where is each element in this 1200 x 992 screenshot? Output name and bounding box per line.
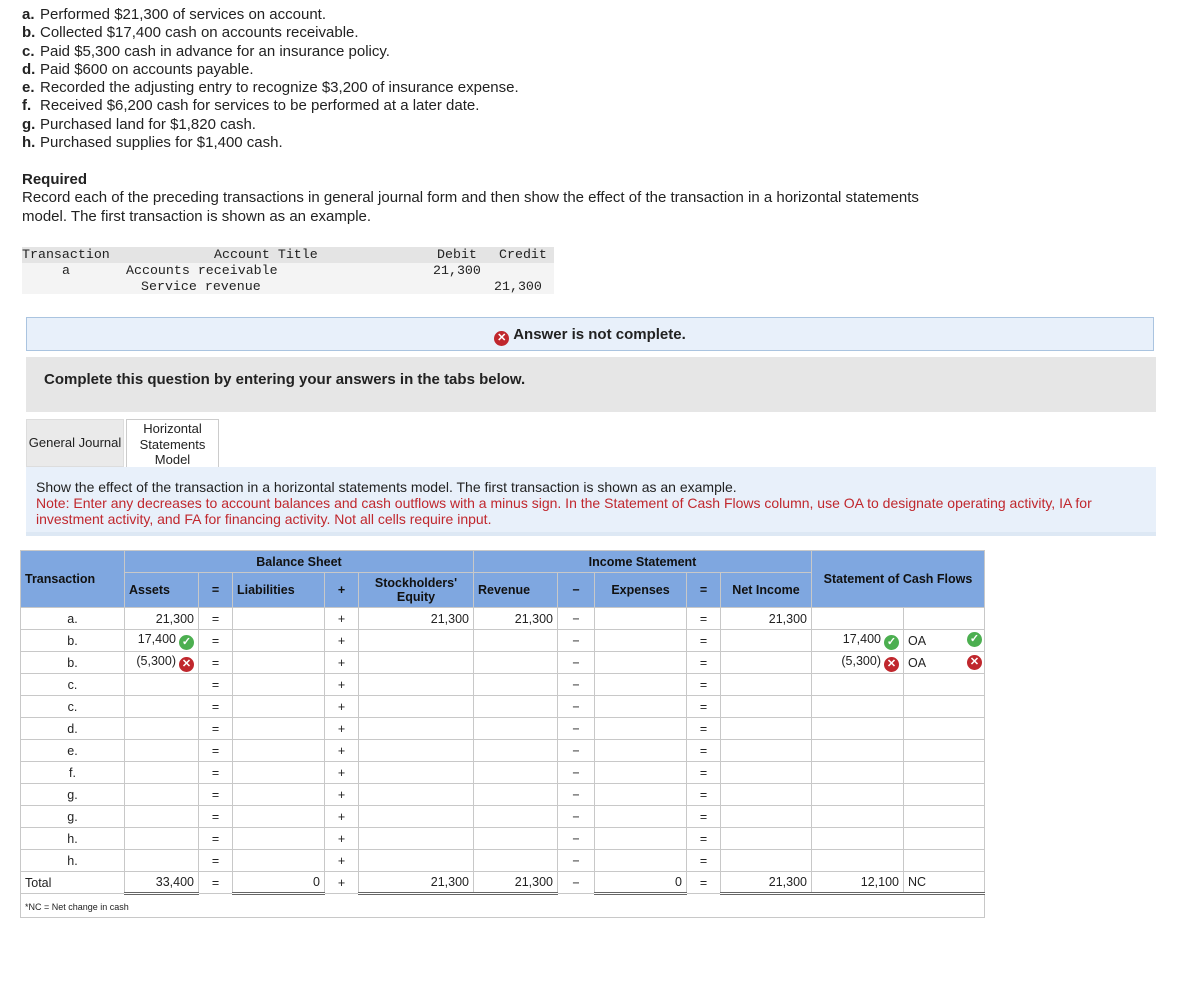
assets-input[interactable] [125,806,199,828]
cash-flow-type-input[interactable]: OA [904,652,985,674]
op-plus: + [325,608,359,630]
op-minus: − [558,652,595,674]
op-equals: = [687,573,721,608]
liabilities-input[interactable] [233,850,325,872]
table-row [21,806,985,828]
liabilities-input[interactable] [233,784,325,806]
op-equals: = [199,762,233,784]
cash-flow-input[interactable]: 17,400 ✓ [812,630,904,652]
example-journal [22,247,554,294]
assets-input[interactable]: (5,300) ✕ [125,652,199,674]
expenses-input[interactable] [595,630,687,652]
op-minus: − [558,630,595,652]
equity-input[interactable]: 21,300 [359,608,474,630]
row-label: a. [21,608,125,630]
cash-flow-type-input[interactable]: OA [904,630,985,652]
net-income-input[interactable] [721,762,812,784]
op-minus: − [558,806,595,828]
equity-input[interactable] [359,674,474,696]
table-row [21,696,985,718]
transaction-item: f. Received $6,200 cash for services to be performed at a later date. [22,97,480,115]
row-label: e. [21,740,125,762]
op-equals: = [687,850,721,872]
expenses-input[interactable] [595,608,687,630]
op-plus: + [325,762,359,784]
liabilities-input[interactable] [233,652,325,674]
transaction-item: c. Paid $5,300 cash in advance for an insurance policy. [22,42,390,60]
equity-input[interactable] [359,696,474,718]
total-net-income: 21,300 [721,872,812,894]
assets-input[interactable] [125,850,199,872]
op-equals: = [199,740,233,762]
net-income-input[interactable] [721,696,812,718]
expenses-input[interactable] [595,718,687,740]
table-row [21,740,985,762]
op-minus: − [558,872,595,894]
op-plus: + [325,630,359,652]
equity-input[interactable] [359,652,474,674]
assets-input[interactable] [125,828,199,850]
total-cash-flow-type: NC [904,872,985,894]
op-plus: + [325,740,359,762]
table-row [21,828,985,850]
equity-input[interactable] [359,718,474,740]
group-balance-sheet: Balance Sheet [125,551,474,573]
instruction-box: Complete this question by entering your answers in the tabs below. [26,357,1156,412]
cash-flow-input[interactable] [812,762,904,784]
cash-flow-input[interactable] [812,696,904,718]
error-icon: ✕ [884,657,899,672]
total-liabilities: 0 [233,872,325,894]
expenses-input[interactable] [595,828,687,850]
net-income-input[interactable] [721,652,812,674]
cash-flow-type-input[interactable] [904,674,985,696]
op-equals: = [687,630,721,652]
transaction-item: h. Purchased supplies for $1,400 cash. [22,134,283,152]
op-plus: + [325,828,359,850]
liabilities-input[interactable] [233,762,325,784]
expenses-input[interactable] [595,806,687,828]
revenue-input[interactable] [474,652,558,674]
total-label: Total [21,872,125,894]
expenses-input[interactable] [595,784,687,806]
liabilities-input[interactable] [233,608,325,630]
cash-flow-type-input[interactable] [904,696,985,718]
op-equals: = [199,806,233,828]
transaction-list [22,6,519,152]
cash-flow-input[interactable] [812,740,904,762]
transaction-item: g. Purchased land for $1,820 cash. [22,115,256,133]
example-credit-account: Service revenue [141,278,261,294]
cash-flow-type-input[interactable] [904,784,985,806]
revenue-input[interactable]: 21,300 [474,608,558,630]
liabilities-input[interactable] [233,674,325,696]
total-assets: 33,400 [125,872,199,894]
revenue-input[interactable] [474,718,558,740]
op-plus: + [325,652,359,674]
instructions-main: Show the effect of the transaction in a horizontal statements model. The first transaction is shown as an example. [36,479,737,495]
transaction-item: a. Performed $21,300 of services on account. [22,6,326,23]
tab-general-journal[interactable]: General Journal [26,419,124,467]
revenue-input[interactable] [474,696,558,718]
assets-input[interactable]: 17,400 ✓ [125,630,199,652]
col-transaction: Transaction [21,551,125,608]
op-minus: − [558,828,595,850]
example-header-transaction: Transaction [22,247,110,262]
liabilities-input[interactable] [233,696,325,718]
net-income-input[interactable]: 21,300 [721,608,812,630]
op-plus: + [325,718,359,740]
equity-input[interactable] [359,784,474,806]
equity-input[interactable] [359,828,474,850]
cash-flow-type-input[interactable] [904,740,985,762]
transaction-item: e. Recorded the adjusting entry to recognize $3,200 of insurance expense. [22,79,519,97]
total-cash-flow: 12,100 [812,872,904,894]
example-debit-amount: 21,300 [433,263,481,278]
expenses-input[interactable] [595,762,687,784]
footnote: *NC = Net change in cash [25,902,129,912]
row-label: c. [21,674,125,696]
group-income-statement: Income Statement [474,551,812,573]
table-row [21,718,985,740]
op-plus: + [325,573,359,608]
op-equals: = [199,630,233,652]
op-minus: − [558,608,595,630]
total-expenses: 0 [595,872,687,894]
revenue-input[interactable] [474,674,558,696]
liabilities-input[interactable] [233,740,325,762]
row-incorrect-icon: ✕ [967,655,982,670]
op-equals: = [199,850,233,872]
equity-input[interactable] [359,850,474,872]
cash-flow-input[interactable]: (5,300) ✕ [812,652,904,674]
row-label: g. [21,784,125,806]
col-net-income: Net Income [721,573,812,608]
row-label: b. [21,630,125,652]
equity-input[interactable] [359,762,474,784]
op-minus: − [558,696,595,718]
example-header-credit: Credit [499,247,547,262]
expenses-input[interactable] [595,674,687,696]
cash-flow-input[interactable] [812,674,904,696]
revenue-input[interactable] [474,850,558,872]
required-text: Record each of the preceding transactions in general journal form and then show the effect of the transaction in a horizontal statements model. The first transaction is shown as an example. [22,189,919,225]
row-label: c. [21,696,125,718]
op-equals: = [199,784,233,806]
op-equals: = [687,872,721,894]
cash-flow-type-input[interactable] [904,806,985,828]
expenses-input[interactable] [595,652,687,674]
example-debit-account: Accounts receivable [126,263,278,278]
cash-flow-type-input[interactable] [904,850,985,872]
op-equals: = [687,762,721,784]
net-income-input[interactable] [721,630,812,652]
op-plus: + [325,784,359,806]
op-minus: − [558,784,595,806]
op-equals: = [199,828,233,850]
liabilities-input[interactable] [233,806,325,828]
table-row [21,608,985,630]
total-equity: 21,300 [359,872,474,894]
row-label: g. [21,806,125,828]
op-equals: = [687,696,721,718]
table-row [21,674,985,696]
row-label: h. [21,828,125,850]
op-equals: = [687,608,721,630]
net-income-input[interactable] [721,674,812,696]
assets-input[interactable] [125,718,199,740]
op-plus: + [325,696,359,718]
cash-flow-type-input[interactable] [904,828,985,850]
op-plus: + [325,806,359,828]
op-equals: = [687,718,721,740]
op-equals: = [687,806,721,828]
op-equals: = [199,652,233,674]
assets-input[interactable]: 21,300 [125,608,199,630]
instructions-note: Note: Enter any decreases to account balances and cash outflows with a minus sign. In the Statement of Cash Flows column, use OA to designate operating activity, IA for investment activity, and FA for financing activity. Not all cells require input. [36,495,1092,528]
answer-status-banner: ✕ Answer is not complete. [26,317,1154,351]
row-label: d. [21,718,125,740]
net-income-input[interactable] [721,740,812,762]
check-icon: ✓ [179,635,194,650]
cash-flow-input[interactable] [812,718,904,740]
expenses-input[interactable] [595,740,687,762]
tab-instructions [26,467,1156,536]
example-txn-letter: a [62,263,70,278]
revenue-input[interactable] [474,740,558,762]
op-plus: + [325,674,359,696]
tab-horizontal-statements-model[interactable]: Horizontal Statements Model [126,419,219,469]
equity-input[interactable] [359,740,474,762]
op-minus: − [558,740,595,762]
example-credit-amount: 21,300 [494,278,542,294]
example-header-debit: Debit [437,247,477,262]
expenses-input[interactable] [595,850,687,872]
op-minus: − [558,762,595,784]
op-plus: + [325,872,359,894]
col-liabilities: Liabilities [233,573,325,608]
op-equals: = [687,652,721,674]
net-income-input[interactable] [721,718,812,740]
table-row [21,630,985,652]
table-row [21,850,985,872]
transaction-item: d. Paid $600 on accounts payable. [22,60,254,78]
col-expenses: Expenses [595,573,687,608]
expenses-input[interactable] [595,696,687,718]
net-income-input[interactable] [721,828,812,850]
op-equals: = [687,740,721,762]
example-header-account: Account Title [214,247,318,262]
cash-flow-input[interactable] [812,850,904,872]
assets-input[interactable] [125,740,199,762]
cash-flow-input[interactable] [812,608,904,630]
op-equals: = [199,696,233,718]
error-icon: ✕ [494,331,509,346]
col-stockholders-equity: Stockholders' Equity [359,573,474,608]
op-equals: = [687,674,721,696]
revenue-input[interactable] [474,630,558,652]
op-equals: = [199,674,233,696]
row-label: b. [21,652,125,674]
cash-flow-type-input[interactable] [904,608,985,630]
net-income-input[interactable] [721,850,812,872]
cash-flow-input[interactable] [812,828,904,850]
assets-input[interactable] [125,674,199,696]
cash-flow-input[interactable] [812,784,904,806]
op-minus: − [558,573,595,608]
op-equals: = [199,718,233,740]
col-assets: Assets [125,573,199,608]
revenue-input[interactable] [474,784,558,806]
cash-flow-type-input[interactable] [904,762,985,784]
cash-flow-input[interactable] [812,806,904,828]
op-minus: − [558,850,595,872]
total-row [21,872,985,894]
op-minus: − [558,674,595,696]
check-icon: ✓ [884,635,899,650]
table-row [21,762,985,784]
op-equals: = [687,828,721,850]
net-income-input[interactable] [721,806,812,828]
group-cash-flows: Statement of Cash Flows [812,551,985,608]
net-income-input[interactable] [721,784,812,806]
revenue-input[interactable] [474,806,558,828]
transaction-item: b. Collected $17,400 cash on accounts receivable. [22,24,359,42]
assets-input[interactable] [125,784,199,806]
liabilities-input[interactable] [233,630,325,652]
error-icon: ✕ [179,657,194,672]
op-equals: = [199,608,233,630]
equity-input[interactable] [359,630,474,652]
horizontal-statements-table [20,550,985,918]
table-row [21,652,985,674]
row-label: h. [21,850,125,872]
cash-flow-type-input[interactable] [904,718,985,740]
equity-input[interactable] [359,806,474,828]
op-equals: = [199,573,233,608]
required-heading: Required [22,171,88,188]
table-row [21,784,985,806]
op-plus: + [325,850,359,872]
revenue-input[interactable] [474,828,558,850]
col-revenue: Revenue [474,573,558,608]
op-equals: = [687,784,721,806]
revenue-input[interactable] [474,762,558,784]
assets-input[interactable] [125,762,199,784]
assets-input[interactable] [125,696,199,718]
op-minus: − [558,718,595,740]
op-equals: = [199,872,233,894]
liabilities-input[interactable] [233,828,325,850]
total-revenue: 21,300 [474,872,558,894]
liabilities-input[interactable] [233,718,325,740]
row-label: f. [21,762,125,784]
row-correct-icon: ✓ [967,632,982,647]
